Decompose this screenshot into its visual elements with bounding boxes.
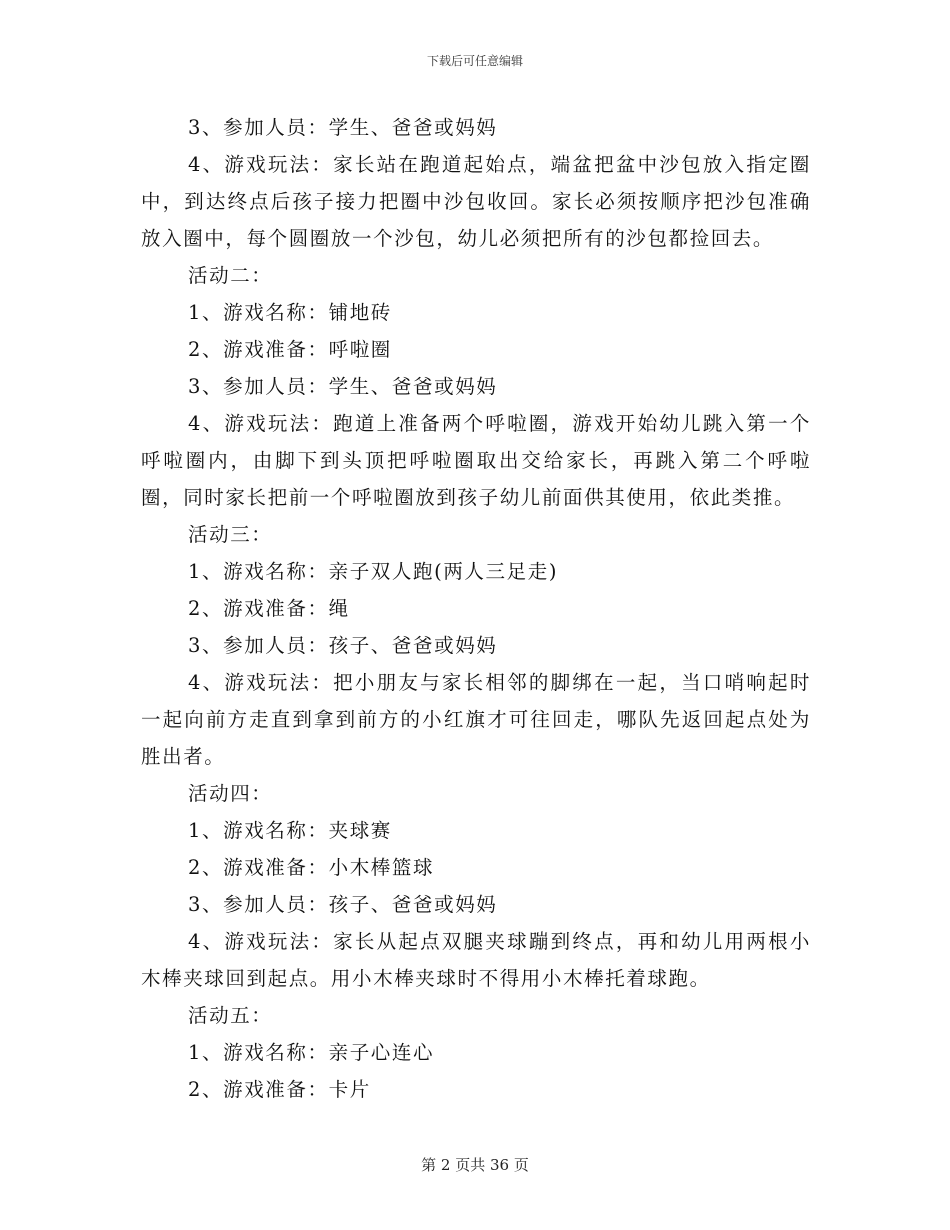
paragraph: 3、参加人员：学生、爸爸或妈妈 (188, 375, 498, 398)
paragraph: 3、参加人员：学生、爸爸或妈妈 (188, 116, 498, 139)
paragraph: 1、游戏名称：铺地砖 (188, 301, 392, 324)
paragraph: 2、游戏准备：绳 (188, 597, 350, 620)
page-header: 下载后可任意编辑 (426, 54, 523, 68)
paragraph: 2、游戏准备：呼啦圈 (188, 338, 392, 361)
paragraph: 2、游戏准备：卡片 (188, 1078, 371, 1101)
section-heading: 活动五： (188, 1004, 273, 1027)
page-footer: 第 2 页共 36 页 (421, 1156, 529, 1174)
paragraph: 2、游戏准备：小木棒篮球 (188, 856, 435, 879)
paragraph: 4、游戏玩法：把小朋友与家长相邻的脚绑在一起，当口哨响起时一起向前方走直到拿到前方的小红旗才可往回走，哪队先返回起点处为胜出者。 (141, 671, 811, 768)
paragraph: 4、游戏玩法：家长站在跑道起始点，端盆把盆中沙包放入指定圈中，到达终点后孩子接力把圈中沙包收回。家长必须按顺序把沙包准确放入圈中，每个圆圈放一个沙包，幼儿必须把所有的沙包都捡回去。 (141, 153, 811, 250)
paragraph: 4、游戏玩法：家长从起点双腿夹球蹦到终点，再和幼儿用两根小木棒夹球回到起点。用小木棒夹球时不得用小木棒托着球跑。 (141, 930, 811, 990)
paragraph: 1、游戏名称：夹球赛 (188, 819, 392, 842)
document-body (141, 109, 811, 1108)
section-heading: 活动二： (188, 264, 273, 287)
section-heading: 活动三： (188, 523, 273, 546)
section-heading: 活动四： (188, 782, 273, 805)
paragraph: 4、游戏玩法：跑道上准备两个呼啦圈，游戏开始幼儿跳入第一个呼啦圈内，由脚下到头顶把呼啦圈取出交给家长，再跳入第二个呼啦圈，同时家长把前一个呼啦圈放到孩子幼儿前面供其使用，依此类推。 (141, 412, 811, 509)
paragraph: 1、游戏名称：亲子双人跑(两人三足走) (188, 560, 559, 583)
paragraph: 3、参加人员：孩子、爸爸或妈妈 (188, 893, 498, 916)
paragraph: 3、参加人员：孩子、爸爸或妈妈 (188, 634, 498, 657)
paragraph: 1、游戏名称：亲子心连心 (188, 1041, 435, 1064)
